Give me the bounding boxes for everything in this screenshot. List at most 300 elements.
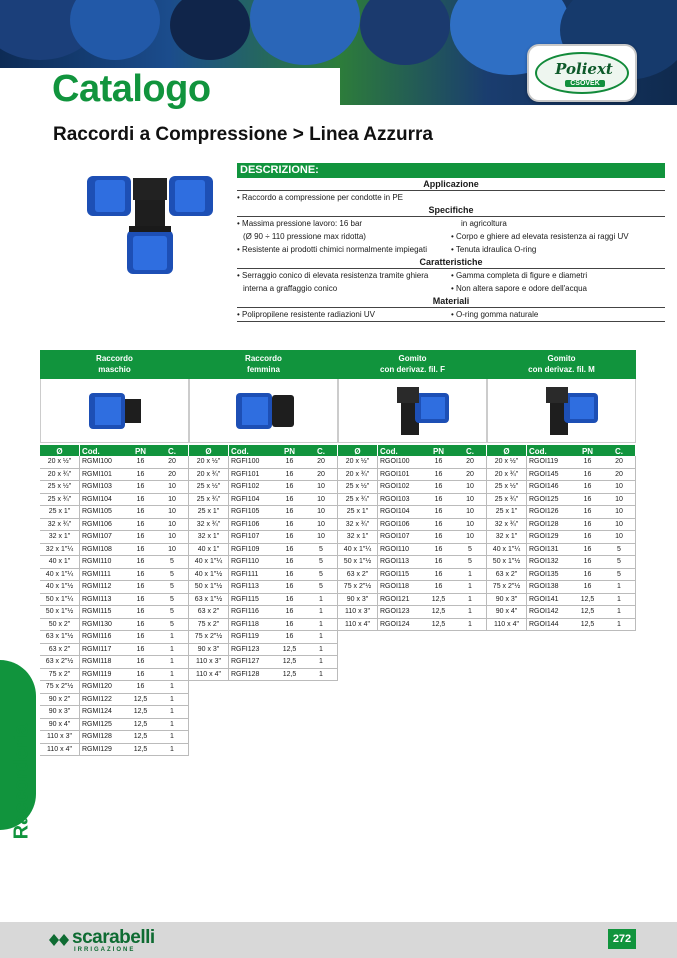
cell-qty: 20	[156, 456, 189, 468]
cell-pn: 12,5	[282, 645, 297, 653]
cell-diameter: 32 x 1"¼	[40, 544, 80, 556]
poliext-logo	[527, 44, 637, 102]
table-row	[338, 569, 487, 582]
cell-diameter: 32 x ¾"	[189, 519, 229, 531]
table-row	[189, 494, 338, 507]
cell-diameter: 75 x 2"½	[40, 681, 80, 693]
table-row	[40, 569, 189, 582]
cell-diameter: 50 x 1"¼	[40, 594, 80, 606]
cell-diameter: 110 x 3"	[189, 656, 229, 668]
cell-diameter: 40 x 1"	[40, 556, 80, 568]
cell-qty: 10	[305, 519, 338, 531]
cell-code: RGFI118	[231, 620, 259, 628]
cell-code: RGOI138	[529, 583, 559, 590]
cell-code: RGFI123	[231, 645, 260, 653]
footer-brand: scarabelli	[72, 927, 155, 948]
cell-code: RGMI112	[82, 583, 112, 590]
table-row	[487, 581, 636, 594]
cell-code: RGMI117	[82, 645, 112, 653]
cell-code: RGFI106	[231, 520, 260, 528]
cell-code: RGOI144	[529, 620, 559, 628]
cell-qty: 10	[603, 506, 636, 518]
cell-pn: 16	[136, 670, 145, 678]
cell-diameter: 40 x 1"¼	[40, 569, 80, 581]
cell-qty: 1	[305, 606, 338, 618]
cell-code: RGOI124	[380, 620, 410, 628]
cell-diameter: 25 x ¾"	[40, 494, 80, 506]
cell-code: RGFI104	[231, 495, 260, 503]
cell-pn: 12,5	[431, 620, 446, 628]
specifiche-title: Specifiche	[237, 204, 665, 217]
cell-qty: 10	[305, 481, 338, 493]
table-row	[40, 694, 189, 707]
cell-qty: 5	[156, 581, 189, 593]
table-row	[40, 681, 189, 694]
cell-pn: 16	[285, 533, 294, 540]
cell-diameter: 40 x 1"¼	[487, 544, 527, 556]
cell-diameter: 25 x 1"	[189, 506, 229, 518]
cell-diameter: 25 x ½"	[189, 481, 229, 493]
cell-diameter: 75 x 2"½	[338, 581, 378, 593]
column-header: Cod.	[231, 447, 249, 456]
cell-code: RGOI131	[529, 545, 559, 553]
cell-pn: 16	[583, 520, 592, 528]
cell-pn: 16	[434, 570, 443, 578]
table-row	[338, 544, 487, 557]
cell-code: RGMI101	[82, 470, 112, 478]
applicazione-title: Applicazione	[237, 178, 665, 191]
cell-diameter: 25 x ¾"	[189, 494, 229, 506]
cell-code: RGOI141	[529, 595, 559, 603]
cell-code: RGOI135	[529, 570, 559, 578]
car-left-2: interna a graffaggio conico	[243, 284, 338, 293]
cell-diameter: 110 x 4"	[40, 744, 80, 756]
cell-diameter: 90 x 3"	[189, 644, 229, 656]
cell-diameter: 75 x 2"	[189, 619, 229, 631]
cell-diameter: 90 x 3"	[487, 594, 527, 606]
table-row	[487, 494, 636, 507]
cell-pn: 16	[285, 545, 294, 553]
cell-code: RGMI105	[82, 508, 112, 515]
cell-pn: 16	[136, 608, 145, 615]
table-row	[189, 631, 338, 644]
table-row	[40, 556, 189, 569]
spec-left-1: • Massima pressione lavoro: 16 bar	[237, 217, 451, 230]
cell-qty: 10	[603, 531, 636, 543]
cell-pn: 16	[136, 495, 145, 503]
cell-code: RGMI119	[82, 670, 112, 678]
cell-qty: 10	[156, 481, 189, 493]
table-row	[40, 506, 189, 519]
cell-pn: 16	[434, 545, 443, 553]
cell-pn: 16	[583, 558, 592, 565]
cell-diameter: 110 x 3"	[40, 731, 80, 743]
cell-code: RGFI100	[231, 458, 260, 465]
table-row	[189, 556, 338, 569]
cell-diameter: 40 x 1"¼	[189, 556, 229, 568]
cell-diameter: 32 x ¾"	[487, 519, 527, 531]
cell-diameter: 20 x ½"	[189, 456, 229, 468]
cell-diameter: 50 x 1"½	[189, 581, 229, 593]
cell-qty: 5	[305, 569, 338, 581]
cell-pn: 12,5	[282, 670, 297, 678]
table-row	[40, 656, 189, 669]
cell-diameter: 63 x 2"	[487, 569, 527, 581]
table-header-row	[40, 443, 189, 456]
table-row	[40, 494, 189, 507]
table-row	[40, 644, 189, 657]
section-subtitle: Raccordi a Compressione > Linea Azzurra	[53, 124, 433, 145]
cell-qty: 20	[454, 469, 487, 481]
cell-code: RGFI128	[231, 670, 260, 678]
cell-code: RGOI113	[380, 558, 410, 565]
cell-qty: 5	[603, 569, 636, 581]
cell-code: RGOI106	[380, 520, 410, 528]
page-title: Catalogo	[52, 68, 211, 110]
table-title-line2: maschio	[98, 365, 131, 374]
column-header: Ø	[40, 445, 80, 456]
column-header: Cod.	[529, 447, 547, 456]
cell-code: RGMI103	[82, 483, 112, 490]
cell-diameter: 40 x 1"	[189, 544, 229, 556]
cell-qty: 5	[305, 544, 338, 556]
cell-pn: 16	[285, 558, 294, 565]
cell-code: RGMI107	[82, 533, 112, 540]
cell-code: RGMI124	[82, 708, 112, 715]
cell-diameter: 20 x ¾"	[40, 469, 80, 481]
table-row	[40, 719, 189, 732]
cell-diameter: 20 x ¾"	[338, 469, 378, 481]
cell-diameter: 110 x 3"	[338, 606, 378, 618]
cell-qty: 10	[305, 494, 338, 506]
applicazione-text: • Raccordo a compressione per condotte in PE	[237, 191, 665, 204]
cell-code: RGMI122	[82, 695, 112, 703]
cell-pn: 16	[583, 458, 592, 465]
spec-left-2: (Ø 90 ÷ 110 pressione max ridotta)	[243, 232, 366, 241]
cell-code: RGMI125	[82, 720, 112, 728]
cell-pn: 16	[434, 508, 443, 515]
cell-code: RGFI113	[231, 583, 259, 590]
cell-pn: 16	[285, 458, 294, 465]
table-row	[338, 506, 487, 519]
fitting-image	[487, 379, 636, 443]
table-row	[40, 531, 189, 544]
cell-code: RGFI119	[231, 633, 259, 640]
car-right-1: • Gamma completa di figure e diametri	[451, 269, 665, 282]
cell-pn: 16	[136, 620, 145, 628]
cell-code: RGFI127	[231, 658, 260, 665]
cell-code: RGMI100	[82, 458, 112, 465]
tee-fitting-image	[85, 168, 215, 278]
cell-qty: 1	[305, 644, 338, 656]
table-title-line2: con derivaz. fil. F	[380, 365, 445, 374]
cell-diameter: 63 x 2"	[40, 644, 80, 656]
cell-code: RGMI108	[82, 545, 112, 553]
cell-code: RGMI115	[82, 608, 112, 615]
cell-qty: 20	[305, 469, 338, 481]
column-header: C.	[156, 445, 189, 456]
column-header: C.	[305, 445, 338, 456]
cell-diameter: 90 x 3"	[338, 594, 378, 606]
table-row	[338, 594, 487, 607]
cell-pn: 16	[136, 583, 145, 590]
cell-qty: 10	[454, 531, 487, 543]
cell-diameter: 25 x ¾"	[487, 494, 527, 506]
cell-pn: 16	[434, 483, 443, 490]
table-row	[338, 469, 487, 482]
cell-diameter: 63 x 1"½	[189, 594, 229, 606]
cell-code: RGOI146	[529, 483, 559, 490]
table-title	[40, 350, 189, 379]
cell-qty: 5	[603, 544, 636, 556]
cell-diameter: 50 x 2"	[40, 619, 80, 631]
cell-pn: 16	[434, 533, 443, 540]
cell-code: RGOI119	[529, 458, 559, 465]
cell-code: RGMI120	[82, 683, 112, 690]
cell-code: RGOI104	[380, 508, 410, 515]
cell-qty: 20	[454, 456, 487, 468]
table-row	[40, 669, 189, 682]
table-row	[189, 544, 338, 557]
cell-pn: 16	[285, 495, 294, 503]
cell-pn: 16	[583, 533, 592, 540]
table-row	[40, 744, 189, 757]
cell-code: RGOI129	[529, 533, 559, 540]
fitting-image	[40, 379, 189, 443]
cell-diameter: 40 x 1"½	[40, 581, 80, 593]
cell-pn: 12,5	[133, 745, 148, 753]
cell-qty: 5	[305, 556, 338, 568]
table-row	[189, 594, 338, 607]
description-heading: DESCRIZIONE:	[237, 163, 665, 178]
spec-right-2: • Corpo e ghiere ad elevata resistenza ai raggi UV	[451, 230, 665, 243]
cell-pn: 16	[285, 483, 294, 490]
cell-pn: 16	[285, 620, 294, 628]
cell-diameter: 110 x 4"	[338, 619, 378, 631]
cell-qty: 10	[156, 519, 189, 531]
cell-qty: 1	[603, 581, 636, 593]
cell-code: RGOI115	[380, 570, 410, 578]
table-row	[338, 556, 487, 569]
cell-code: RGOI101	[380, 470, 410, 478]
cell-qty: 1	[454, 594, 487, 606]
cell-diameter: 63 x 2"½	[40, 656, 80, 668]
table-row	[487, 506, 636, 519]
column-header: PN	[283, 447, 296, 456]
cell-pn: 12,5	[133, 720, 148, 728]
cell-code: RGFI105	[231, 508, 260, 515]
cell-qty: 5	[603, 556, 636, 568]
mat-left: • Polipropilene resistente radiazioni UV	[237, 308, 451, 321]
spec-left-3: • Resistente ai prodotti chimici normalmente impiegati	[237, 243, 451, 256]
footer-brand-sub: IRRIGAZIONE	[74, 947, 136, 953]
cell-code: RGFI107	[231, 533, 260, 540]
cell-diameter: 25 x 1"	[40, 506, 80, 518]
table-row	[189, 481, 338, 494]
cell-diameter: 20 x ½"	[338, 456, 378, 468]
cell-pn: 16	[136, 545, 145, 553]
cell-qty: 1	[305, 631, 338, 643]
table-row	[487, 594, 636, 607]
car-right-2: • Non altera sapore e odore dell'acqua	[451, 282, 665, 295]
column-header: Cod.	[380, 447, 398, 456]
cell-diameter: 32 x 1"	[487, 531, 527, 543]
cell-qty: 20	[603, 469, 636, 481]
car-left-1: • Serraggio conico di elevata resistenza tramite ghiera	[237, 269, 451, 282]
cell-qty: 5	[454, 556, 487, 568]
table-title	[189, 350, 338, 379]
cell-qty: 5	[156, 606, 189, 618]
cell-pn: 16	[136, 520, 145, 528]
table-1	[189, 350, 338, 681]
table-row	[189, 606, 338, 619]
cell-diameter: 63 x 2"	[338, 569, 378, 581]
cell-diameter: 25 x ½"	[338, 481, 378, 493]
cell-diameter: 50 x 1"½	[487, 556, 527, 568]
cell-pn: 16	[285, 520, 294, 528]
cell-qty: 5	[305, 581, 338, 593]
table-row	[40, 581, 189, 594]
cell-qty: 10	[454, 494, 487, 506]
cell-pn: 16	[285, 595, 294, 603]
table-row	[40, 544, 189, 557]
cell-code: RGOI118	[380, 583, 410, 590]
cell-code: RGMI128	[82, 733, 112, 740]
cell-code: RGOI100	[380, 458, 410, 465]
table-header-row	[189, 443, 338, 456]
cell-diameter: 50 x 1"½	[40, 606, 80, 618]
cell-pn: 16	[136, 558, 145, 565]
table-row	[338, 494, 487, 507]
table-row	[40, 731, 189, 744]
cell-pn: 16	[583, 583, 592, 590]
cell-diameter: 25 x 1"	[338, 506, 378, 518]
cell-code: RGOI102	[380, 483, 410, 490]
table-row	[338, 606, 487, 619]
cell-code: RGOI103	[380, 495, 410, 503]
cell-code: RGFI101	[231, 470, 260, 478]
cell-qty: 20	[305, 456, 338, 468]
table-row	[487, 544, 636, 557]
table-0	[40, 350, 189, 756]
cell-qty: 1	[156, 631, 189, 643]
cell-diameter: 20 x ½"	[40, 456, 80, 468]
cell-pn: 16	[136, 470, 145, 478]
cell-pn: 16	[136, 533, 145, 540]
fitting-icon	[339, 379, 488, 443]
cell-qty: 1	[454, 581, 487, 593]
cell-code: RGMI130	[82, 620, 112, 628]
table-row	[189, 469, 338, 482]
cell-qty: 10	[156, 531, 189, 543]
table-row	[189, 519, 338, 532]
cell-pn: 16	[285, 508, 294, 515]
cell-pn: 16	[136, 508, 145, 515]
cell-pn: 16	[583, 495, 592, 503]
cell-diameter: 63 x 1"½	[40, 631, 80, 643]
cell-pn: 12,5	[282, 658, 297, 665]
cell-diameter: 32 x ¾"	[338, 519, 378, 531]
fitting-image	[189, 379, 338, 443]
cell-diameter: 20 x ½"	[487, 456, 527, 468]
cell-qty: 10	[454, 506, 487, 518]
cell-diameter: 25 x ½"	[40, 481, 80, 493]
table-header-row	[338, 443, 487, 456]
cell-pn: 16	[434, 495, 443, 503]
cell-code: RGMI104	[82, 495, 112, 503]
table-row	[189, 506, 338, 519]
table-row	[40, 469, 189, 482]
cell-code: RGOI126	[529, 508, 559, 515]
cell-qty: 1	[454, 619, 487, 631]
table-row	[338, 531, 487, 544]
cell-pn: 16	[136, 658, 145, 665]
cell-qty: 1	[156, 731, 189, 743]
cell-pn: 16	[285, 583, 294, 590]
materiali-title: Materiali	[237, 295, 665, 308]
cell-pn: 12,5	[580, 608, 595, 615]
cell-code: RGOI123	[380, 608, 410, 615]
table-row	[189, 569, 338, 582]
cell-diameter: 32 x 1"	[189, 531, 229, 543]
cell-pn: 16	[136, 570, 145, 578]
caratteristiche-title: Caratteristiche	[237, 256, 665, 269]
cell-diameter: 110 x 4"	[189, 669, 229, 681]
cell-qty: 1	[156, 706, 189, 718]
table-row	[487, 619, 636, 632]
cell-qty: 5	[156, 619, 189, 631]
cell-diameter: 75 x 2"	[40, 669, 80, 681]
cell-qty: 10	[454, 519, 487, 531]
description-panel	[237, 163, 665, 322]
logo-sub: CSÖVEK	[565, 80, 605, 87]
column-header: C.	[603, 445, 636, 456]
cell-diameter: 90 x 4"	[40, 719, 80, 731]
cell-qty: 1	[603, 619, 636, 631]
cell-code: RGOI121	[380, 595, 410, 603]
cell-pn: 16	[136, 483, 145, 490]
cell-pn: 16	[583, 470, 592, 478]
cell-code: RGFI102	[231, 483, 260, 490]
cell-pn: 12,5	[133, 708, 148, 715]
table-row	[189, 581, 338, 594]
cell-code: RGFI111	[231, 570, 259, 578]
cell-code: RGMI106	[82, 520, 112, 528]
fitting-image	[338, 379, 487, 443]
table-row	[40, 594, 189, 607]
table-title	[338, 350, 487, 379]
cell-code: RGOI132	[529, 558, 559, 565]
cell-pn: 12,5	[431, 608, 446, 615]
table-row	[338, 456, 487, 469]
table-row	[487, 606, 636, 619]
table-row	[40, 631, 189, 644]
cell-qty: 1	[603, 606, 636, 618]
cell-pn: 16	[136, 633, 145, 640]
cell-diameter: 25 x ¾"	[338, 494, 378, 506]
cell-qty: 5	[156, 556, 189, 568]
cell-qty: 1	[156, 694, 189, 706]
cell-diameter: 75 x 2"½	[189, 631, 229, 643]
table-row	[338, 619, 487, 632]
cell-pn: 16	[285, 470, 294, 478]
table-row	[338, 519, 487, 532]
cell-qty: 10	[156, 506, 189, 518]
table-row	[487, 456, 636, 469]
cell-pn: 16	[434, 470, 443, 478]
column-header: Ø	[189, 445, 229, 456]
cell-diameter: 50 x 1"½	[338, 556, 378, 568]
